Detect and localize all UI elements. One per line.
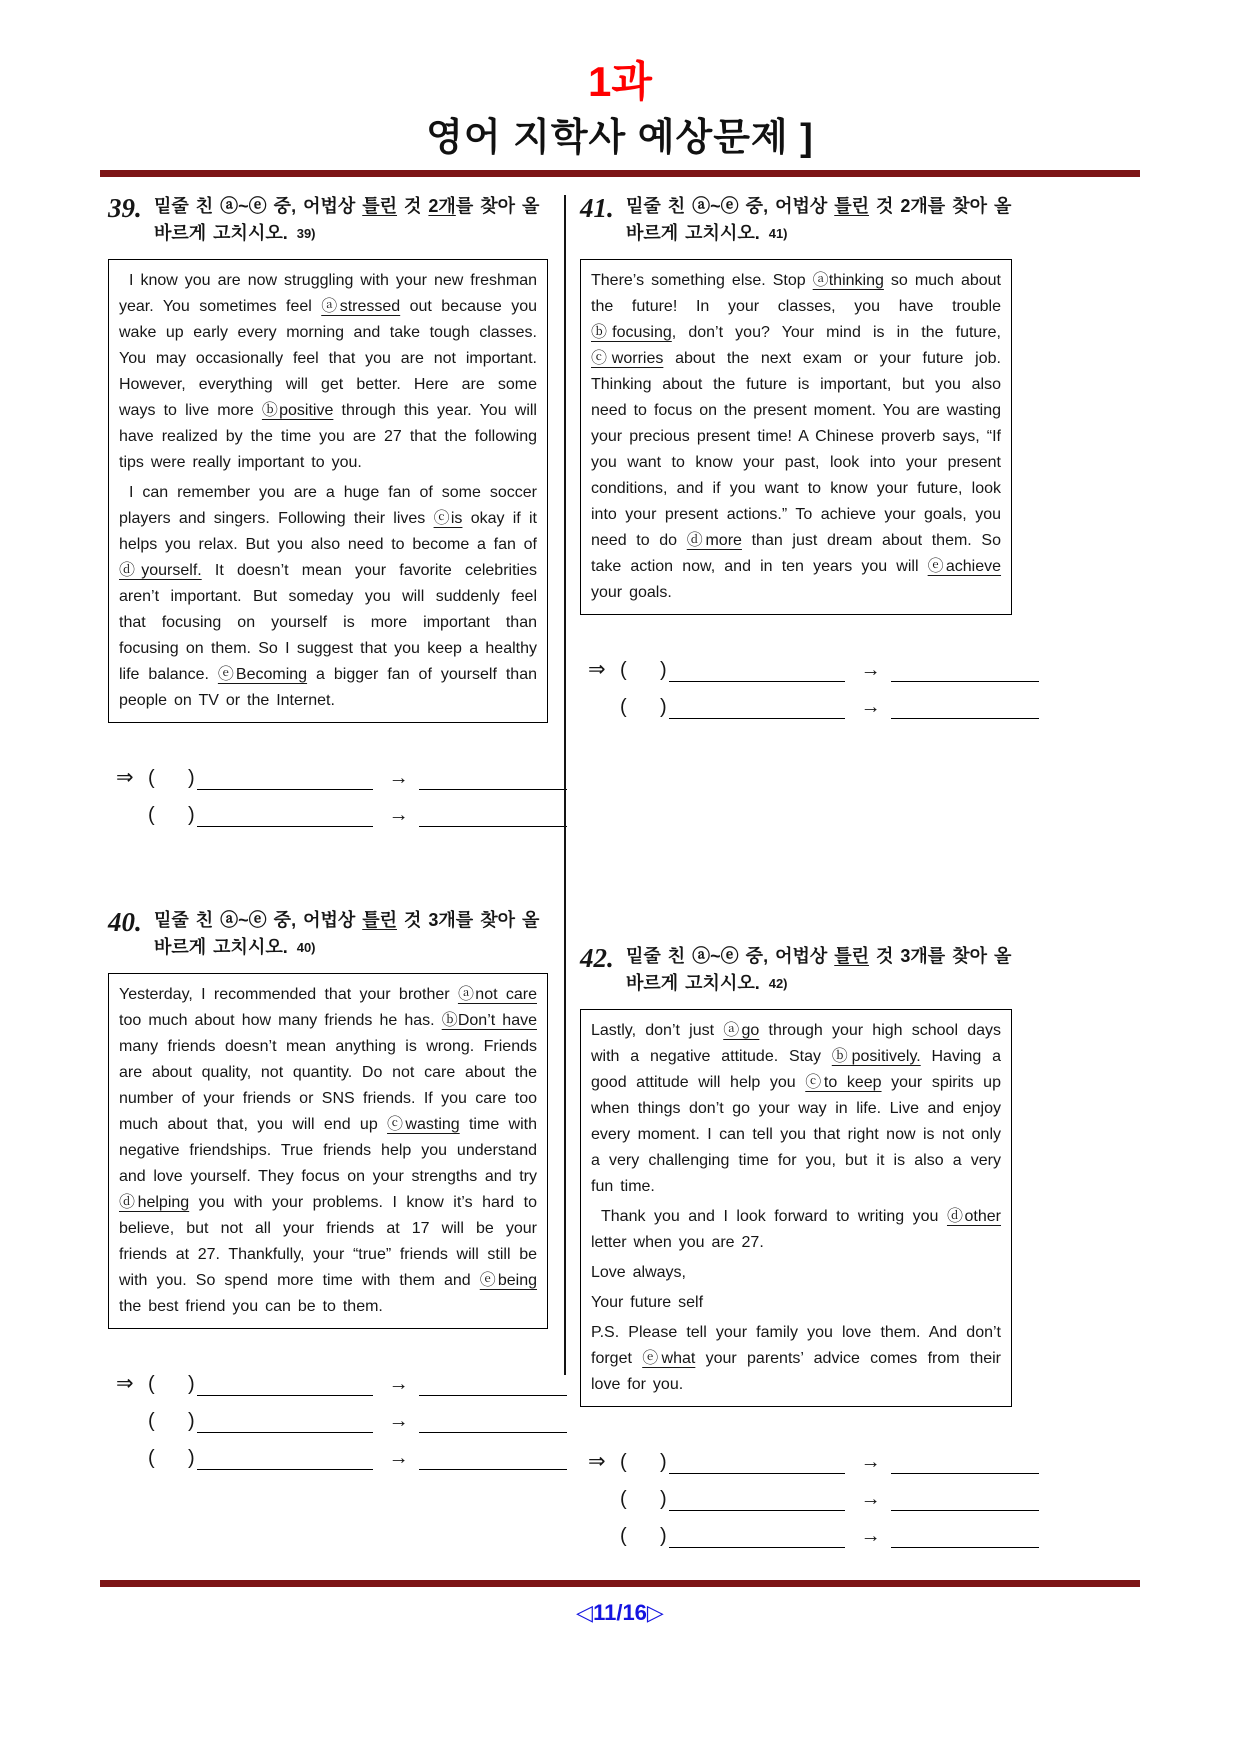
- column-left: [108, 193, 548, 1470]
- text-segment: Yesterday, I recommended that your brother: [119, 986, 458, 1004]
- answer-parentheses: ( ): [620, 696, 667, 719]
- passage-paragraph: [591, 1290, 1001, 1316]
- question-block: [580, 193, 1012, 719]
- question-block: [580, 943, 1012, 1548]
- answer-blank-correction: [891, 1444, 1039, 1474]
- double-arrow-icon: ⇒: [588, 1450, 606, 1474]
- text-segment: Love always,: [591, 1264, 686, 1282]
- answer-area: [580, 645, 1012, 719]
- answer-area: [580, 1437, 1012, 1548]
- double-arrow-icon: ⇒: [588, 658, 606, 682]
- answer-blank-wrong: [669, 1481, 845, 1511]
- answer-blank-wrong: [197, 1403, 373, 1433]
- answer-blank-correction: [891, 1481, 1039, 1511]
- text-segment: 를 찾아 올바르게 고치시오.: [154, 196, 540, 244]
- answer-blank-wrong: [669, 689, 845, 719]
- text-segment: 밑줄 친 ⓐ~ⓔ 중, 어법상: [626, 196, 835, 217]
- column-divider: [564, 195, 566, 1375]
- question-header: [580, 193, 1012, 247]
- answer-area: [108, 753, 548, 827]
- question-number: 39.: [108, 193, 142, 224]
- question-block: [108, 193, 548, 827]
- text-segment: 것 3개를 찾아 올바르게 고치시오.: [626, 946, 1012, 994]
- page-number: ◁11/16▷: [576, 1600, 664, 1625]
- footnote-number: 41): [768, 226, 788, 242]
- footnote-number: 40): [296, 940, 316, 956]
- passage-paragraph: [591, 1018, 1001, 1200]
- underlined-segment: 틀린: [362, 196, 398, 217]
- lesson-label: 1과: [588, 58, 652, 105]
- answer-row: [116, 1359, 548, 1396]
- underlined-segment: ⓐnot care: [457, 986, 537, 1004]
- right-arrow-icon: →: [388, 804, 409, 827]
- question-header: [108, 193, 548, 247]
- answer-blank-correction: [419, 760, 567, 790]
- underlined-segment: ⓐthinking: [812, 272, 884, 290]
- answer-blank-correction: [419, 1440, 567, 1470]
- text-segment: you with your problems. I know it’s hard to believe, but not all your friends at 17 will be your friends at 27. Thankfully, your “true” friends will still be with you. So spend more time with them and: [119, 1194, 537, 1290]
- text-segment: through your high school days with a negative attitude. Stay: [591, 1022, 1001, 1066]
- right-arrow-icon: →: [860, 659, 881, 682]
- text-segment: 것 2개를 찾아 올바르게 고치시오.: [626, 196, 1012, 244]
- answer-parentheses: ( ): [148, 1410, 195, 1433]
- right-arrow-icon: →: [388, 767, 409, 790]
- question-header: [580, 943, 1012, 997]
- question-number: 40.: [108, 907, 142, 938]
- passage-paragraph: [591, 1204, 1001, 1256]
- answer-row: [588, 682, 1012, 719]
- text-segment: your goals.: [591, 584, 672, 602]
- answer-row: [116, 790, 548, 827]
- right-arrow-icon: →: [860, 1525, 881, 1548]
- text-segment: There’s something else. Stop: [591, 272, 813, 290]
- answer-row: [116, 1433, 548, 1470]
- answer-row: [116, 753, 548, 790]
- underlined-segment: ⓐstressed: [321, 298, 401, 316]
- text-segment: Your future self: [591, 1294, 704, 1312]
- text-segment: 밑줄 친 ⓐ~ⓔ 중, 어법상: [154, 196, 363, 217]
- passage-box: [580, 259, 1012, 615]
- text-segment: Having a good attitude will help you: [591, 1048, 1001, 1092]
- double-arrow-icon: ⇒: [116, 766, 134, 790]
- footnote-number: 39): [296, 226, 316, 242]
- underlined-segment: ⓓhelping: [119, 1194, 190, 1212]
- text-segment: I can remember you are a huge fan of some soccer players and singers. Following their lives: [119, 484, 537, 528]
- text-segment: so much about the future! In your classes, you have trouble: [591, 272, 1001, 316]
- content-columns: [0, 177, 1240, 1548]
- question-number: 41.: [580, 193, 614, 224]
- passage-paragraph: [591, 1260, 1001, 1286]
- text-segment: Lastly, don’t just: [591, 1022, 724, 1040]
- text-segment: 것: [397, 196, 429, 217]
- text-segment: Thank you and I look forward to writing you: [601, 1208, 947, 1226]
- right-arrow-icon: →: [860, 696, 881, 719]
- underlined-segment: 2개: [428, 196, 456, 217]
- answer-blank-correction: [891, 1518, 1039, 1548]
- answer-parentheses: ( ): [620, 1525, 667, 1548]
- text-segment: It doesn’t mean your favorite celebrities aren’t important. But someday you will suddenly feel that focusing on yourself is more important than focusing on them. So I suggest that you keep a healthy life balance.: [119, 562, 537, 684]
- underlined-segment: ⓑDon’t have: [441, 1012, 537, 1030]
- underlined-segment: ⓔwhat: [642, 1350, 696, 1368]
- answer-parentheses: ( ): [620, 1488, 667, 1511]
- underlined-segment: 틀린: [834, 946, 870, 967]
- text-segment: time with negative friendships. True friends help you understand and love yourself. They focus on your strengths and try: [119, 1116, 537, 1186]
- text-segment: I know you are now struggling with your new freshman year. You sometimes feel: [119, 272, 537, 316]
- text-segment: many friends doesn’t mean anything is wrong. Friends are about quality, not quantity. Do not care about the number of your friends or SNS friends. If you care too much about that, you will end up: [119, 1038, 537, 1134]
- answer-row: [588, 1474, 1012, 1511]
- underlined-segment: ⓐgo: [723, 1022, 760, 1040]
- answer-parentheses: ( ): [148, 1373, 195, 1396]
- right-arrow-icon: →: [388, 1410, 409, 1433]
- answer-parentheses: ( ): [620, 1451, 667, 1474]
- question-prompt: [154, 193, 548, 247]
- answer-parentheses: ( ): [148, 767, 195, 790]
- answer-row: [588, 1511, 1012, 1548]
- passage-paragraph: [591, 268, 1001, 606]
- text-segment: about the next exam or your future job. Thinking about the future is important, but you also need to focus on the present moment. You are wasting your precious present time! A Chinese proverb says, “If you want to know your past, look into your present conditions, and if you want to know your future, look into your present actions.” To achieve your goals, you need to do: [591, 350, 1001, 550]
- text-segment: 밑줄 친 ⓐ~ⓔ 중, 어법상: [626, 946, 835, 967]
- underlined-segment: ⓔBecoming: [217, 666, 308, 684]
- underlined-segment: ⓒwasting: [387, 1116, 460, 1134]
- underlined-segment: ⓓother: [946, 1208, 1001, 1226]
- page-footer: [0, 1580, 1240, 1626]
- text-segment: your spirits up when things don’t go your way in life. Live and enjoy every moment. I can tell you that right now is not only a very challenging time for you, but it is also a very fun time.: [591, 1074, 1001, 1196]
- answer-blank-wrong: [197, 797, 373, 827]
- text-segment: than just dream about them. So take action now, and in ten years you will: [591, 532, 1001, 576]
- right-arrow-icon: →: [860, 1451, 881, 1474]
- text-segment: 것 3개를 찾아 올바르게 고치시오.: [154, 910, 540, 958]
- page-title: 영어 지학사 예상문제 ]: [426, 117, 814, 160]
- passage-box: [580, 1009, 1012, 1407]
- answer-blank-correction: [419, 797, 567, 827]
- underlined-segment: ⓒis: [433, 510, 463, 528]
- text-segment: letter when you are 27.: [591, 1234, 764, 1252]
- underlined-segment: 틀린: [362, 910, 398, 931]
- answer-row: [116, 1396, 548, 1433]
- answer-row: [588, 645, 1012, 682]
- right-arrow-icon: →: [388, 1373, 409, 1396]
- question-header: [108, 907, 548, 961]
- underlined-segment: 틀린: [834, 196, 870, 217]
- text-segment: P.S. Please tell your family you love them. And don’t forget: [591, 1324, 1001, 1368]
- header-rule: [100, 170, 1140, 177]
- text-segment: through this year. You will have realized by the time you are 27 that the following tips were really important to you.: [119, 402, 537, 472]
- answer-row: [588, 1437, 1012, 1474]
- underlined-segment: ⓑpositive: [261, 402, 334, 420]
- answer-blank-correction: [419, 1403, 567, 1433]
- passage-box: [108, 973, 548, 1329]
- text-segment: the best friend you can be to them.: [119, 1298, 383, 1316]
- passage-paragraph: [591, 1320, 1001, 1398]
- footnote-number: 42): [768, 976, 788, 992]
- answer-area: [108, 1359, 548, 1470]
- underlined-segment: ⓔachieve: [927, 558, 1002, 576]
- text-segment: 밑줄 친 ⓐ~ⓔ 중, 어법상: [154, 910, 363, 931]
- underlined-segment: ⓒworries: [591, 350, 664, 368]
- text-segment: okay if it helps you relax. But you also need to become a fan of: [119, 510, 538, 554]
- question-prompt: [626, 193, 1012, 247]
- double-arrow-icon: ⇒: [116, 1372, 134, 1396]
- passage-paragraph: [119, 982, 537, 1320]
- underlined-segment: ⓓmore: [686, 532, 742, 550]
- footer-rule: [100, 1580, 1140, 1587]
- answer-blank-wrong: [197, 1440, 373, 1470]
- text-segment: , don’t you? Your mind is in the future,: [671, 324, 1001, 342]
- answer-blank-wrong: [197, 1366, 373, 1396]
- underlined-segment: ⓓyourself.: [119, 562, 202, 580]
- underlined-segment: ⓑpositively.: [831, 1048, 921, 1066]
- answer-parentheses: ( ): [148, 804, 195, 827]
- question-number: 42.: [580, 943, 614, 974]
- right-arrow-icon: →: [860, 1488, 881, 1511]
- underlined-segment: ⓑfocusing: [591, 324, 672, 342]
- right-arrow-icon: →: [388, 1447, 409, 1470]
- column-right: [580, 193, 1012, 1548]
- text-segment: out because you wake up early every morning and take tough classes. You may occasionally feel that you are not important. However, everything will get better. Here are some ways to live more: [119, 298, 537, 420]
- text-segment: your parents’ advice comes from their love for you.: [591, 1350, 1001, 1394]
- question-block: [108, 907, 548, 1470]
- answer-blank-wrong: [197, 760, 373, 790]
- answer-blank-wrong: [669, 1444, 845, 1474]
- passage-paragraph: [119, 268, 537, 476]
- page-header: [0, 0, 1240, 177]
- answer-parentheses: ( ): [148, 1447, 195, 1470]
- answer-blank-correction: [419, 1366, 567, 1396]
- text-segment: a bigger fan of yourself than people on TV or the Internet.: [119, 666, 537, 710]
- answer-blank-wrong: [669, 652, 845, 682]
- answer-blank-wrong: [669, 1518, 845, 1548]
- question-prompt: [626, 943, 1012, 997]
- answer-blank-correction: [891, 652, 1039, 682]
- underlined-segment: ⓔbeing: [479, 1272, 538, 1290]
- answer-blank-correction: [891, 689, 1039, 719]
- answer-parentheses: ( ): [620, 659, 667, 682]
- passage-box: [108, 259, 548, 723]
- question-prompt: [154, 907, 548, 961]
- text-segment: too much about how many friends he has.: [119, 1012, 442, 1030]
- passage-paragraph: [119, 480, 537, 714]
- underlined-segment: ⓒto keep: [805, 1074, 882, 1092]
